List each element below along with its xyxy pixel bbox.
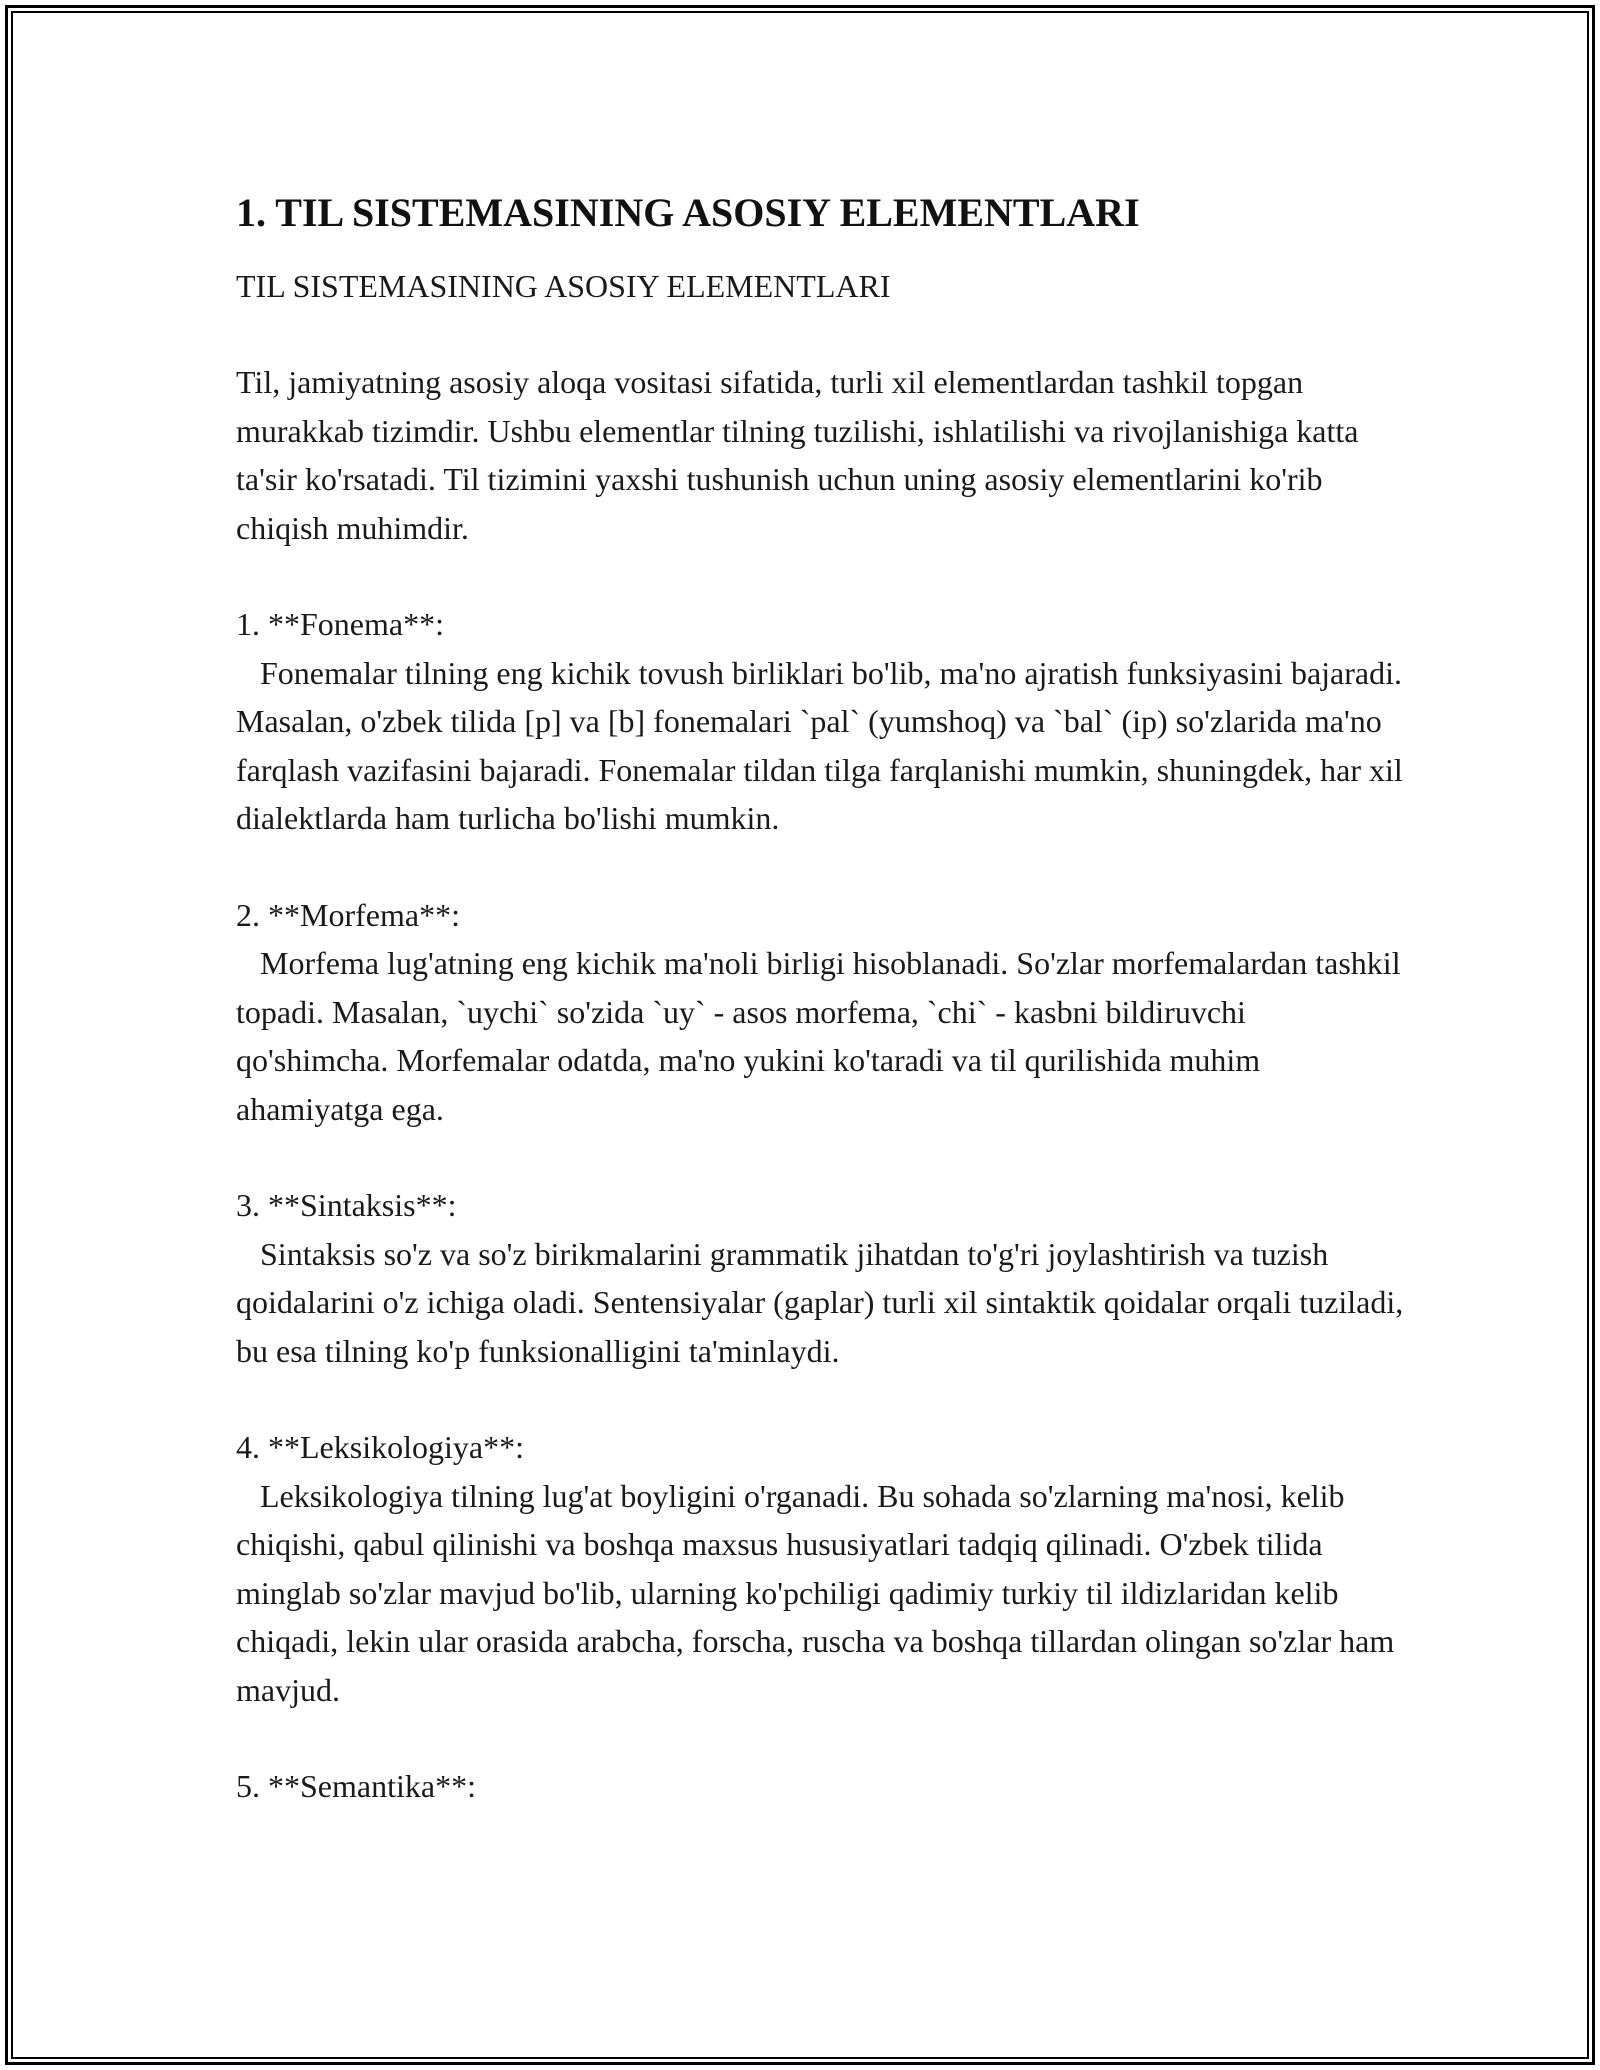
section-heading: 3. **Sintaksis**: [236, 1187, 457, 1223]
document-subtitle: TIL SISTEMASINING ASOSIY ELEMENTLARI [236, 268, 891, 304]
section-body: Leksikologiya tilning lug'at boyligini o'rganadi. Bu sohada so'zlarning ma'nosi, kelib chiqishi, qabul qilinishi va boshqa maxsus hususiyatlari tadqiq qilinadi. O'zbek tilida minglab so'zlar mavjud bo'lib, ularning ko'pchiligi qadimiy turkiy til ildizlaridan kelib chiqadi, lekin ular orasida arabcha, forscha, ruscha va boshqa tillardan olingan so'zlar ham mavjud. [236, 1477, 1403, 1708]
section-leksikologiya [236, 1423, 1406, 1714]
section-morfema [236, 891, 1409, 1134]
section-heading: 4. **Leksikologiya**: [236, 1429, 524, 1465]
document-title: 1. TIL SISTEMASINING ASOSIY ELEMENTLARI [236, 190, 1140, 235]
section-heading: 5. **Semantika**: [236, 1768, 476, 1804]
intro-paragraph: Til, jamiyatning asosiy aloqa vositasi sifatida, turli xil elementlardan tashkil topgan murakkab tizimdir. Ushbu elementlar tilning tuzilishi, ishlatilishi va rivojlanishiga katta ta'sir ko'rsatadi. Til tizimini yaxshi tushunish uchun uning asosiy elementlarini ko'rib chiqish muhimdir. [236, 364, 1367, 546]
section-heading: 2. **Morfema**: [236, 896, 460, 933]
section-semantika [236, 1762, 1406, 1811]
document-page [236, 184, 1412, 1811]
section-heading: 1. **Fonema**: [236, 606, 444, 642]
section-sintaksis [236, 1181, 1412, 1375]
section-body: Morfema lug'atning eng kichik ma'noli birligi hisoblanadi. So'zlar morfemalardan tashkil topadi. Masalan, `uychi` so'zida `uy` - asos morfema, `chi` - kasbni bildiruvchi qo'shimcha. Morfemalar odatda, ma'no yukini ko'taradi va til qurilishida muhim ahamiyatga ega. [236, 945, 1409, 1127]
section-fonema [236, 600, 1411, 843]
section-body: Sintaksis so'z va so'z birikmalarini grammatik jihatdan to'g'ri joylashtirish va tuzish qoidalarini o'z ichiga oladi. Sentensiyalar (gaplar) turli xil sintaktik qoidalar orqali tuziladi, bu esa tilning ko'p funksionalligini ta'minlaydi. [236, 1235, 1412, 1369]
section-body: Fonemalar tilning eng kichik tovush birliklari bo'lib, ma'no ajratish funksiyasini bajaradi. Masalan, o'zbek tilida [p] va [b] fonemalari `pal` (yumshoq) va `bal` (ip) so'zlarida ma'no farqlash vazifasini bajaradi. Fonemalar tildan tilga farqlanishi mumkin, shuningdek, har xil dialektlarda ham turlicha bo'lishi mumkin. [236, 654, 1411, 836]
